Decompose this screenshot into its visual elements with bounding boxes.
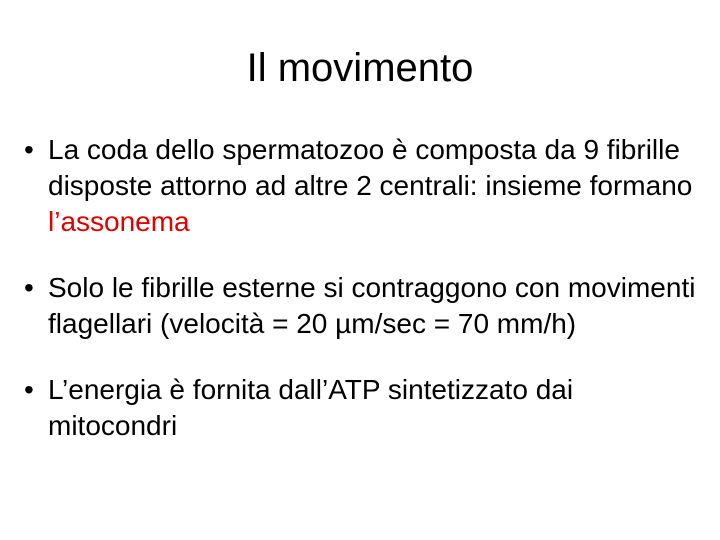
bullet-list [24, 132, 704, 474]
bullet-item-contraction [24, 270, 704, 342]
bullet-marker: • [24, 374, 34, 405]
bullet-text: L’energia è fornita dall’ATP sintetizzato dai mitocondri [48, 374, 574, 441]
bullet-marker: • [24, 272, 34, 303]
bullet-text: La coda dello spermatozoo è composta da 9 fibrille disposte attorno ad altre 2 centrali: insieme formano [48, 134, 693, 201]
highlight-term-assonema: l’assonema [48, 206, 190, 237]
bullet-marker: • [24, 134, 34, 165]
bullet-text: Solo le fibrille esterne si contraggono con movimenti flagellari (velocità = 20 µm/sec = 70 mm/h) [48, 272, 696, 339]
bullet-item-energy [24, 372, 704, 444]
slide-title: Il movimento [246, 46, 474, 90]
bullet-item-tail-structure [24, 132, 704, 240]
